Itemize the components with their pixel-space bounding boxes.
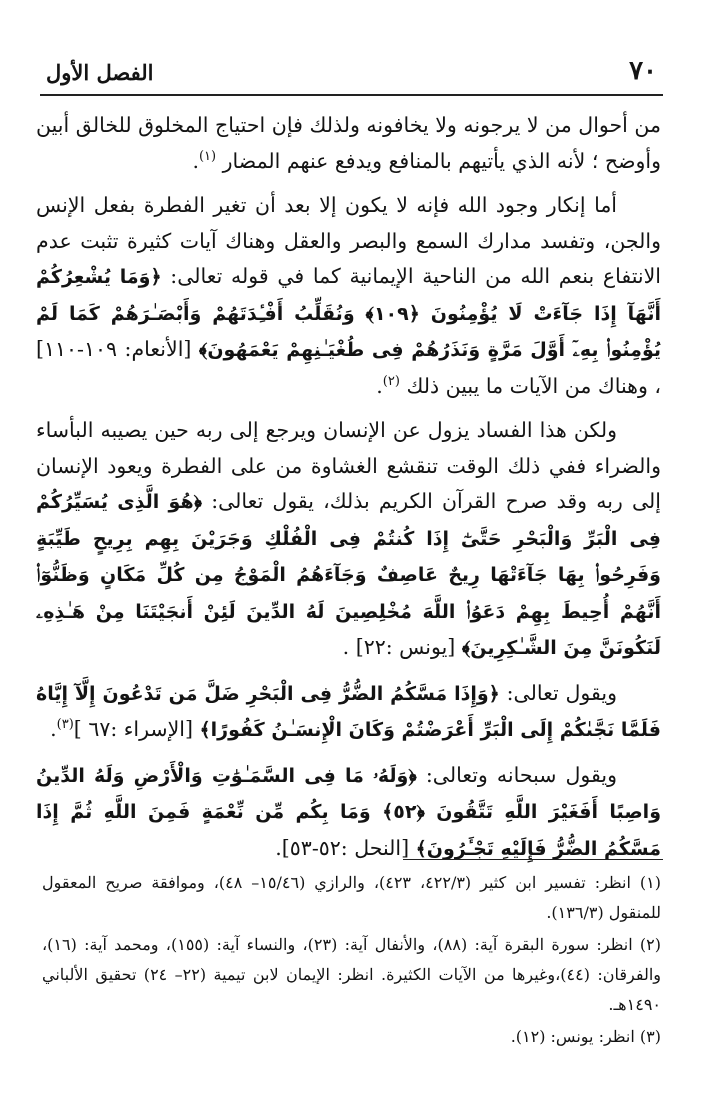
paragraph-end: . — [50, 717, 57, 741]
quran-verse: ﴿وَمَا يُشْعِرُكُمْ أَنَّهَآ إِذَا جَآءَتْ لَا يُؤْمِنُونَ ﴿١٠٩﴾ وَنُقَلِّبُ أَفْـِٔدَتَهُمْ وَأَبْصَـٰرَهُمْ كَمَا لَمْ يُؤْمِنُوا۟ بِهِۦٓ أَوَّلَ مَرَّةٍ وَنَذَرُهُمْ فِى طُغْيَـٰنِهِمْ يَعْمَهُونَ﴾ — [36, 266, 661, 361]
paragraph-text: ويقول تعالى: — [506, 680, 617, 705]
quran-verse: ﴿هُوَ الَّذِى يُسَيِّرُكُمْ فِى الْبَرِّ وَالْبَحْرِ حَتَّىٰٓ إِذَا كُنتُمْ فِى الْفُلْكِ وَجَرَيْنَ بِهِم بِرِيحٍ طَيِّبَةٍ وَفَرِحُوا۟ بِهَا جَآءَتْهَا رِيحٌ عَاصِفٌ وَجَآءَهُمُ الْمَوْجُ مِن كُلِّ مَكَانٍ وَظَنُّوٓا۟ أَنَّهُمْ أُحِيطَ بِهِمْ دَعَوُا۟ اللَّهَ مُخْلِصِينَ لَهُ الدِّينَ لَئِنْ أَنجَيْتَنَا مِنْ هَـٰذِهِۦ لَنَكُونَنَّ مِنَ الشَّـٰكِرِينَ﴾ — [36, 491, 661, 659]
paragraph-end: . — [192, 148, 199, 173]
paragraph-text: ولكن هذا الفساد يزول عن الإنسان ويرجع إلى ربه حين يصيبه البأساء والضراء ففي ذلك الوقت تنقشع الغشاوة من على الفطرة ويعود الإنسان إلى ربه وقد صرح القرآن الكريم بذلك، يقول تعالى: — [36, 418, 661, 513]
paragraph-text: أما إنكار وجود الله فإنه لا يكون إلا بعد أن تغير الفطرة بفعل الإنس والجن، وتفسد مدارك السمع والبصر والعقل وهناك آيات كثيرة تثبت عدم الانتفاع بنعم الله من الناحية الإيمانية كما في قوله تعالى: — [36, 193, 662, 288]
page-number: ٧٠ — [629, 56, 657, 86]
chapter-title: الفصل الأول — [46, 60, 154, 85]
paragraph-end: . — [376, 373, 383, 398]
paragraph — [36, 108, 661, 179]
verse-citation: [يونس :٢٢] . — [342, 635, 456, 659]
verse-citation: [الأنعام: ١٠٩-١١٠] ، وهناك من الآيات ما يبين ذلك — [36, 337, 661, 398]
page-header — [40, 54, 663, 96]
paragraph — [36, 676, 661, 749]
verse-citation: [الإسراء :٦٧ ] — [73, 717, 193, 741]
paragraph-text: ويقول سبحانه وتعالى: — [425, 762, 617, 787]
paragraph — [36, 413, 661, 667]
footnote-divider — [403, 859, 663, 860]
paragraph — [36, 188, 661, 404]
quran-verse: ﴿وَإِذَا مَسَّكُمُ الضُّرُّ فِى الْبَحْرِ ضَلَّ مَن تَدْعُونَ إِلَّآ إِيَّاهُ فَلَمَّا نَجَّىٰكُمْ إِلَى الْبَرِّ أَعْرَضْتُمْ وَكَانَ الْإِنسَـٰنُ كَفُورًا﴾ — [36, 682, 661, 741]
paragraph-text: من أحوال من لا يرجونه ولا يخافونه ولذلك فإن احتياج المخلوق للخالق أبين وأوضح ؛ لأنه الذي يأتيهم بالمنافع ويدفع عنهم المضار — [36, 113, 661, 173]
main-text — [36, 108, 661, 876]
footnote: (١) انظر: تفسير ابن كثير (٤٢٢/٣، ٤٢٣)، والرازي (١٥/٤٦– ٤٨)، وموافقة صريح المعقول للمنقول (١٣٦/٣). — [42, 873, 662, 922]
verse-citation: [النحل :٥٢-٥٣]. — [275, 835, 410, 860]
quran-verse: ﴿وَلَهُۥ مَا فِى السَّمَـٰوَٰتِ وَالْأَرْضِ وَلَهُ الدِّينُ وَاصِبًا أَفَغَيْرَ اللَّهِ تَتَّقُونَ ﴿٥٢﴾ وَمَا بِكُم مِّن نِّعْمَةٍ فَمِنَ اللَّهِ ثُمَّ إِذَا مَسَّكُمُ الضُّرُّ فَإِلَيْهِ تَجْـَٔرُونَ﴾ — [36, 764, 661, 860]
footnotes — [42, 868, 661, 1054]
footnote: (٢) انظر: سورة البقرة آية: (٨٨)، والأنفال آية: (٢٣)، والنساء آية: (١٥٥)، ومحمد آية: (١٦)، والفرقان: (٤٤)،وغيرها من الآيات الكثيرة. انظر: الإيمان لابن تيمية (٢٢– ٢٤) تحقيق الألباني ١٤٩٠هـ. — [42, 935, 662, 1014]
footnote-reference: (٣) — [56, 717, 74, 733]
footnote-reference: (٢) — [382, 373, 400, 389]
footnote-reference: (١) — [198, 148, 217, 164]
footnote: (٣) انظر: يونس: (١٢). — [510, 1027, 661, 1046]
paragraph — [36, 758, 661, 868]
